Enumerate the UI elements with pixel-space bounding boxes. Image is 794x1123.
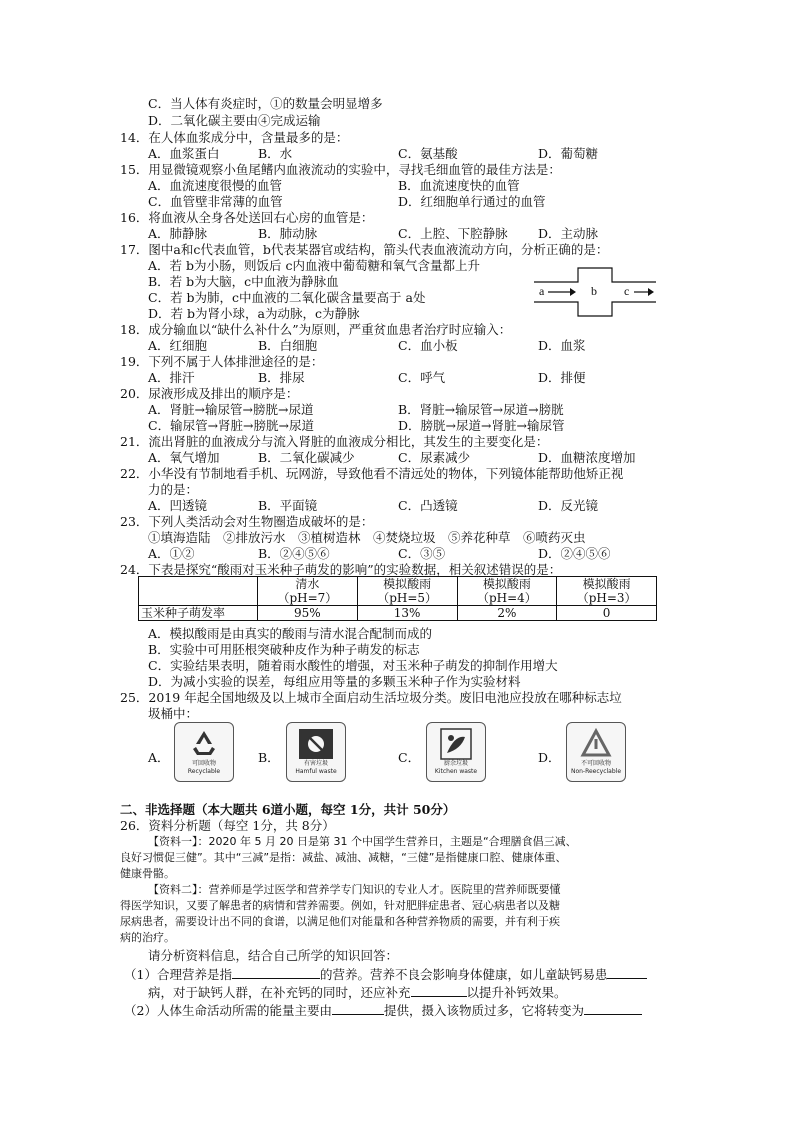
- q24-d: D．为减小实验的误差，每组应用等量的多颗玉米种子作为实验材料: [148, 674, 521, 689]
- q22-stem: 22．小华没有节制地看手机、玩网游，导致他看不清远处的物体，下列镜体能帮助他矫正视: [120, 466, 624, 481]
- q23-items: ①填海造陆 ②排放污水 ③植树造林 ④焚烧垃圾 ⑤养花种草 ⑥喷药灭虫: [148, 530, 586, 545]
- q25-options: [0, 722, 794, 786]
- header-name: 模拟酸雨: [482, 577, 531, 591]
- q26-instruction: 请分析资料信息，结合自己所学的知识回答：: [148, 948, 399, 963]
- q20-options-row2: [0, 418, 794, 433]
- table-header-cell: [258, 577, 358, 606]
- material-2-line1: 【资料二】：营养师是学过医学和营养学专门知识的专业人才。医院里的营养师既要懂: [148, 883, 561, 896]
- q24-c: C．实验结果表明，随着雨水酸性的增强，对玉米种子萌发的抑制作用增大: [148, 658, 558, 673]
- bin-cn-label: 厨余垃圾: [443, 760, 468, 767]
- hazardous-bin-icon: [286, 722, 346, 782]
- q16-stem: 16．将血液从全身各处送回右心房的血管是：: [120, 210, 374, 225]
- q13-option-c: C．当人体有炎症时，①的数量会明显增多: [148, 96, 383, 111]
- q19-d: D．排便: [538, 370, 586, 385]
- q22-stem-cont: 力的是：: [148, 482, 199, 497]
- arrow-a-head: [570, 288, 576, 296]
- non-recyclable-icon: [575, 727, 617, 761]
- q18-b: B．白细胞: [258, 338, 318, 353]
- q18-stem: 18．成分输血以“缺什么补什么”为原则，严重贫血患者治疗时应输入：: [120, 322, 512, 337]
- q17-d: D．若 b为肾小球，a为动脉，c为静脉: [148, 306, 360, 321]
- vessel-label-c: c: [624, 284, 630, 298]
- row-label: 玉米种子萌发率: [139, 606, 258, 621]
- q26-stem: 26．资料分析题（每空 1分，共 8分）: [120, 818, 335, 833]
- table-header-row: [139, 577, 657, 606]
- header-name: 模拟酸雨: [383, 577, 432, 591]
- q21-b: B．二氧化碳减少: [258, 450, 355, 465]
- q23-c: C．③⑤: [398, 546, 446, 561]
- material-1-line3: 健康骨骼。: [120, 867, 175, 880]
- q20-c: C．输尿管→肾脏→膀胱→尿道: [148, 418, 314, 433]
- section-2-heading: 二、非选择题（本大题共 6道小题，每空 1分，共计 50分）: [120, 802, 456, 817]
- vessel-diagram: [534, 266, 656, 318]
- q23-a: A．①②: [148, 546, 195, 561]
- q15-d: D．红细胞单行通过的血管: [398, 194, 546, 209]
- q16-c: C．上腔、下腔静脉: [398, 226, 508, 241]
- answer-blank[interactable]: [232, 966, 320, 979]
- q14-a: A．血浆蛋白: [148, 146, 220, 161]
- q25-d-label: D．: [538, 750, 561, 765]
- q21-options: [0, 450, 794, 465]
- q20-d: D．膀胱→尿道→肾脏→输尿管: [398, 418, 565, 433]
- table-corner-cell: [139, 577, 258, 606]
- vessel-label-a: a: [539, 284, 545, 298]
- q16-b: B．肺动脉: [258, 226, 318, 241]
- q20-stem: 20．尿液形成及排出的顺序是：: [120, 386, 299, 401]
- bin-en-label: Recyclable: [187, 768, 221, 775]
- bin-en-label: Kitchen waste: [434, 768, 478, 775]
- q26-1-line1: [124, 966, 647, 982]
- q16-a: A．肺静脉: [148, 226, 208, 241]
- q20-options-row1: [0, 402, 794, 417]
- q14-options: [0, 146, 794, 161]
- table-header-cell: [357, 577, 457, 606]
- q21-d: D．血糖浓度增加: [538, 450, 636, 465]
- q22-d: D．反光镜: [538, 498, 599, 513]
- q26-2-line1: [124, 1002, 642, 1018]
- material-2-line4: 病的治疗。: [120, 931, 175, 944]
- q21-c: C．尿素减少: [398, 450, 471, 465]
- q23-d: D．②④⑤⑥: [538, 546, 611, 561]
- kitchen-waste-icon: [435, 727, 477, 761]
- header-ph: （pH=7）: [277, 591, 338, 605]
- q18-c: C．血小板: [398, 338, 458, 353]
- q14-d: D．葡萄糖: [538, 146, 599, 161]
- q17-stem: 17．图中a和c代表血管，b代表某器官或结构，箭头代表血液流动方向，分析正确的是：: [120, 242, 609, 257]
- q15-options-row2: [0, 194, 794, 209]
- q19-c: C．呼气: [398, 370, 446, 385]
- table-cell: 0: [557, 606, 657, 621]
- q17-a: A．若 b为小肠，则饭后 c内血液中葡萄糖和氧气含量都上升: [148, 258, 480, 273]
- table-header-cell: [557, 577, 657, 606]
- q20-b: B．肾脏→输尿管→尿道→膀胱: [398, 402, 564, 417]
- arrow-c-head: [648, 288, 654, 296]
- q22-options: [0, 498, 794, 513]
- q14-stem: 14．在人体血浆成分中，含量最多的是：: [120, 130, 349, 145]
- q19-stem: 19．下列不属于人体排泄途径的是：: [120, 354, 324, 369]
- kitchen-waste-bin-icon: [426, 722, 486, 782]
- q26-1-line2: [148, 984, 567, 1000]
- answer-blank[interactable]: [584, 1002, 642, 1015]
- material-2-line3: 尿病患者，需要设计出不同的食谱，以满足他们对能量和各种营养物质的需要，并有利于疾: [120, 915, 560, 928]
- q13-option-d: D．二氧化碳主要由④完成运输: [148, 113, 321, 128]
- q23-stem: 23．下列人类活动会对生物圈造成破坏的是：: [120, 514, 374, 529]
- q19-options: [0, 370, 794, 385]
- header-name: 模拟酸雨: [582, 577, 631, 591]
- q26-1-text: 以提升补钙效果。: [466, 985, 567, 1000]
- q24-b: B．实验中可用胚根突破种皮作为种子萌发的标志: [148, 642, 420, 657]
- q18-a: A．红细胞: [148, 338, 208, 353]
- q16-d: D．主动脉: [538, 226, 599, 241]
- q15-b: B．血流速度快的血管: [398, 178, 520, 193]
- bin-en-label: Hamful waste: [295, 768, 337, 775]
- answer-blank[interactable]: [332, 1002, 384, 1015]
- recyclable-bin-icon: [174, 722, 234, 782]
- recycle-icon: [183, 727, 225, 761]
- table-cell: 2%: [457, 606, 557, 621]
- q18-d: D．血浆: [538, 338, 586, 353]
- table-row: [139, 606, 657, 621]
- material-1-line1: 【资料一】：2020 年 5 月 20 日是第 31 个中国学生营养日，主题是“合理膳食倡三减、: [148, 835, 577, 848]
- table-cell: 95%: [258, 606, 358, 621]
- organ-label-b: b: [591, 284, 597, 298]
- q23-b: B．②④⑤⑥: [258, 546, 330, 561]
- q22-b: B．平面镜: [258, 498, 318, 513]
- q26-1-text: 病，对于缺钙人群，在补充钙的同时，还应补充: [148, 985, 411, 1000]
- q21-stem: 21．流出肾脏的血液成分与流入肾脏的血液成分相比，其发生的主要变化是：: [120, 434, 549, 449]
- q24-stem: 24．下表是探究“酸雨对玉米种子萌发的影响”的实验数据，相关叙述错误的是：: [120, 562, 562, 577]
- q21-a: A．氧气增加: [148, 450, 220, 465]
- q24-data-table: [138, 576, 657, 621]
- answer-blank[interactable]: [607, 966, 647, 979]
- q25-stem: 25．2019 年起全国地级及以上城市全面启动生活垃圾分类。废旧电池应投放在哪种标志垃: [120, 690, 622, 705]
- q19-a: A．排汗: [148, 370, 195, 385]
- q22-c: C．凸透镜: [398, 498, 458, 513]
- table-header-cell: [457, 577, 557, 606]
- q22-a: A．凹透镜: [148, 498, 208, 513]
- q25-stem-cont: 圾桶中：: [148, 706, 199, 721]
- material-2-line2: 得医学知识，又要了解患者的病情和营养需要。例如，针对肥胖症患者、冠心病患者以及糖: [120, 899, 560, 912]
- q15-a: A．血流速度很慢的血管: [148, 178, 283, 193]
- table-cell: 13%: [357, 606, 457, 621]
- q20-a: A．肾脏→输尿管→膀胱→尿道: [148, 402, 314, 417]
- q15-stem: 15．用显微镜观察小鱼尾鳍内血液流动的实验中，寻找毛细血管的最佳方法是：: [120, 162, 561, 177]
- q17-b: B．若 b为大脑，c中血液为静脉血: [148, 274, 339, 289]
- q16-options: [0, 226, 794, 241]
- q25-a-label: A．: [148, 750, 170, 765]
- q23-options: [0, 546, 794, 561]
- non-recyclable-bin-icon: [566, 722, 626, 782]
- header-name: 清水: [295, 577, 320, 591]
- bin-cn-label: 有害垃圾: [303, 760, 328, 767]
- q14-c: C．氨基酸: [398, 146, 458, 161]
- answer-blank[interactable]: [411, 984, 467, 997]
- q25-c-label: C．: [398, 750, 421, 765]
- q26-2-text: （2）人体生命活动所需的能量主要由: [124, 1003, 332, 1018]
- bin-en-label: Non-Reecyclable: [570, 768, 622, 775]
- q26-2-text: 提供，摄入该物质过多，它将转变为: [383, 1003, 584, 1018]
- header-ph: （pH=5）: [377, 591, 438, 605]
- q14-b: B．水: [258, 146, 293, 161]
- bin-cn-label: 可回收物: [191, 760, 216, 767]
- q15-c: C．血管壁非常薄的血管: [148, 194, 283, 209]
- q25-b-label: B．: [258, 750, 280, 765]
- bin-cn-label: 不可回收物: [580, 760, 611, 767]
- hazard-icon: [295, 727, 337, 761]
- q17-c: C．若 b为肺，c中血液的二氧化碳含量要高于 a处: [148, 290, 426, 305]
- material-1-line2: 良好习惯促三健”。其中“三减”是指：减盐、减油、减糖，“三健”是指健康口腔、健康体重、: [120, 851, 567, 864]
- q18-options: [0, 338, 794, 353]
- q26-1-text: （1）合理营养是指: [124, 967, 232, 982]
- q24-a: A．模拟酸雨是由真实的酸雨与清水混合配制而成的: [148, 626, 433, 641]
- q15-options-row1: [0, 178, 794, 193]
- header-ph: （pH=4）: [476, 591, 537, 605]
- q19-b: B．排尿: [258, 370, 305, 385]
- header-ph: （pH=3）: [576, 591, 637, 605]
- q26-1-text: 的营养。营养不良会影响身体健康，如儿童缺钙易患: [319, 967, 608, 982]
